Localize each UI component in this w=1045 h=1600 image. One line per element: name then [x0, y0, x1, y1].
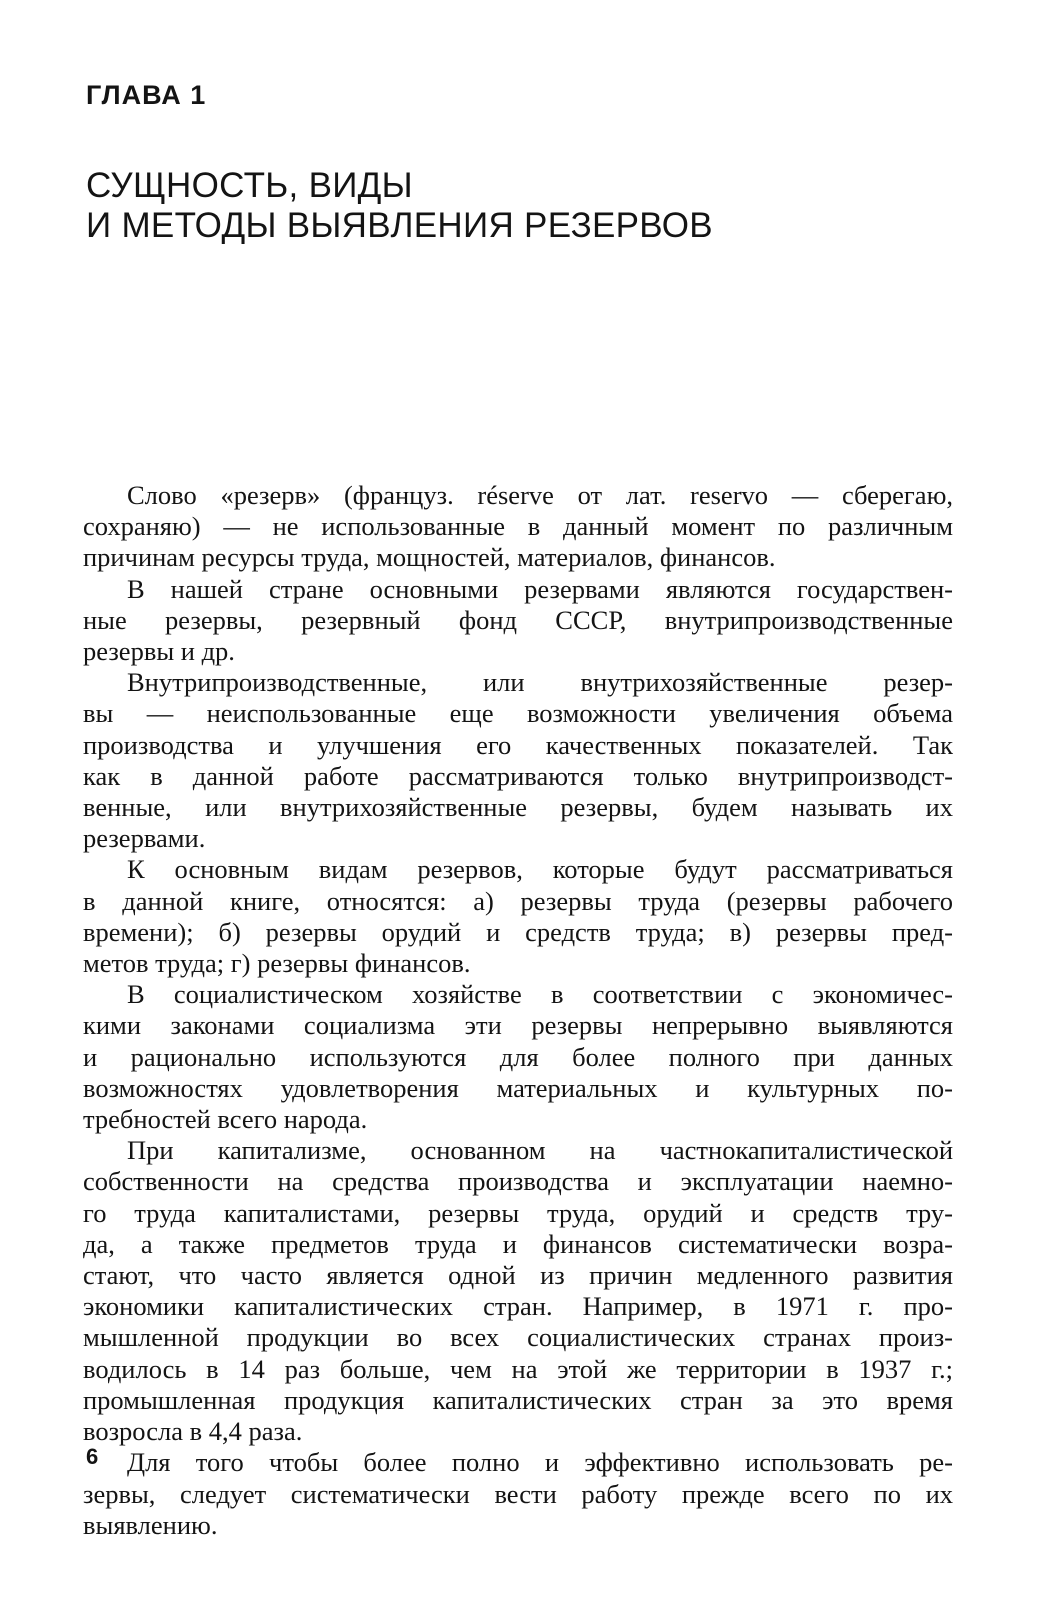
- text-line: В нашей стране основными резервами являются государствен-: [127, 573, 953, 604]
- text-line: В социалистическом хозяйстве в соответствии с экономичес-: [127, 979, 953, 1010]
- text-line: венные, или внутрихозяйственные резервы, будем называть их: [83, 792, 953, 823]
- text-line: зервы, следует систематически вести работу прежде всего по их: [83, 1478, 953, 1509]
- page-number: 6: [86, 1444, 99, 1469]
- paragraph: [83, 667, 953, 854]
- text-line: и рационально используются для более полного при данных: [83, 1041, 953, 1072]
- chapter-title-line: И МЕТОДЫ ВЫЯВЛЕНИЯ РЕЗЕРВОВ: [86, 206, 713, 245]
- text-line: возможностях удовлетворения материальных и культурных по-: [83, 1072, 953, 1103]
- text-line: вы — неиспользованные еще возможности увеличения объема: [83, 698, 953, 729]
- chapter-title: [86, 166, 986, 246]
- text-line: Для того чтобы более полно и эффективно использовать ре-: [127, 1447, 953, 1478]
- text-line: резервы и др.: [83, 636, 235, 667]
- text-line: Слово «резерв» (француз. réserve от лат. reservo — сберегаю,: [127, 480, 953, 510]
- text-line: кими законами социализма эти резервы непрерывно выявляются: [83, 1010, 953, 1041]
- text-line: как в данной работе рассматриваются только внутрипроизводст-: [83, 760, 953, 791]
- text-line: ные резервы, резервный фонд СССР, внутрипроизводственные: [83, 604, 953, 635]
- chapter-label: ГЛАВА 1: [86, 80, 207, 110]
- text-line: мышленной продукции во всех социалистических странах произ-: [83, 1322, 953, 1353]
- text-line: Внутрипроизводственные, или внутрихозяйственные резер-: [127, 667, 953, 698]
- text-line: При капитализме, основанном на частнокапиталистической: [127, 1135, 953, 1166]
- text-line: сохраняю) — не использованные в данный момент по различным: [83, 511, 953, 542]
- paragraph: [83, 480, 953, 574]
- text-line: причинам ресурсы труда, мощностей, материалов, финансов.: [83, 542, 776, 573]
- text-line: промышленная продукция капиталистических стран за это время: [83, 1384, 953, 1415]
- text-line: времени); б) резервы орудий и средств труда; в) резервы пред-: [83, 916, 953, 947]
- text-line: водилось в 14 раз больше, чем на этой же территории в 1937 г.;: [83, 1353, 953, 1384]
- text-line: да, а также предметов труда и финансов систематически возра-: [83, 1228, 953, 1259]
- paragraph: [83, 854, 953, 979]
- text-line: выявлению.: [83, 1509, 218, 1540]
- paragraph: [83, 1135, 953, 1447]
- paragraph: [83, 574, 953, 668]
- paragraph: [83, 979, 953, 1135]
- text-line: метов труда; г) резервы финансов.: [83, 948, 471, 979]
- text-line: возросла в 4,4 раза.: [83, 1416, 303, 1447]
- chapter-title-line: СУЩНОСТЬ, ВИДЫ: [86, 166, 413, 205]
- text-line: производства и улучшения его качественных показателей. Так: [83, 729, 953, 760]
- text-line: стают, что часто является одной из причин медленного развития: [83, 1260, 953, 1291]
- text-line: резервами.: [83, 823, 206, 854]
- text-line: требностей всего народа.: [83, 1104, 368, 1135]
- body-text: [83, 480, 953, 1541]
- text-line: собственности на средства производства и эксплуатации наемно-: [83, 1166, 953, 1197]
- paragraph: [83, 1447, 953, 1541]
- text-line: в данной книге, относятся: а) резервы труда (резервы рабочего: [83, 885, 953, 916]
- text-line: го труда капиталистами, резервы труда, орудий и средств тру-: [83, 1197, 953, 1228]
- text-line: экономики капиталистических стран. Например, в 1971 г. про-: [83, 1291, 953, 1322]
- text-line: К основным видам резервов, которые будут рассматриваться: [127, 854, 953, 885]
